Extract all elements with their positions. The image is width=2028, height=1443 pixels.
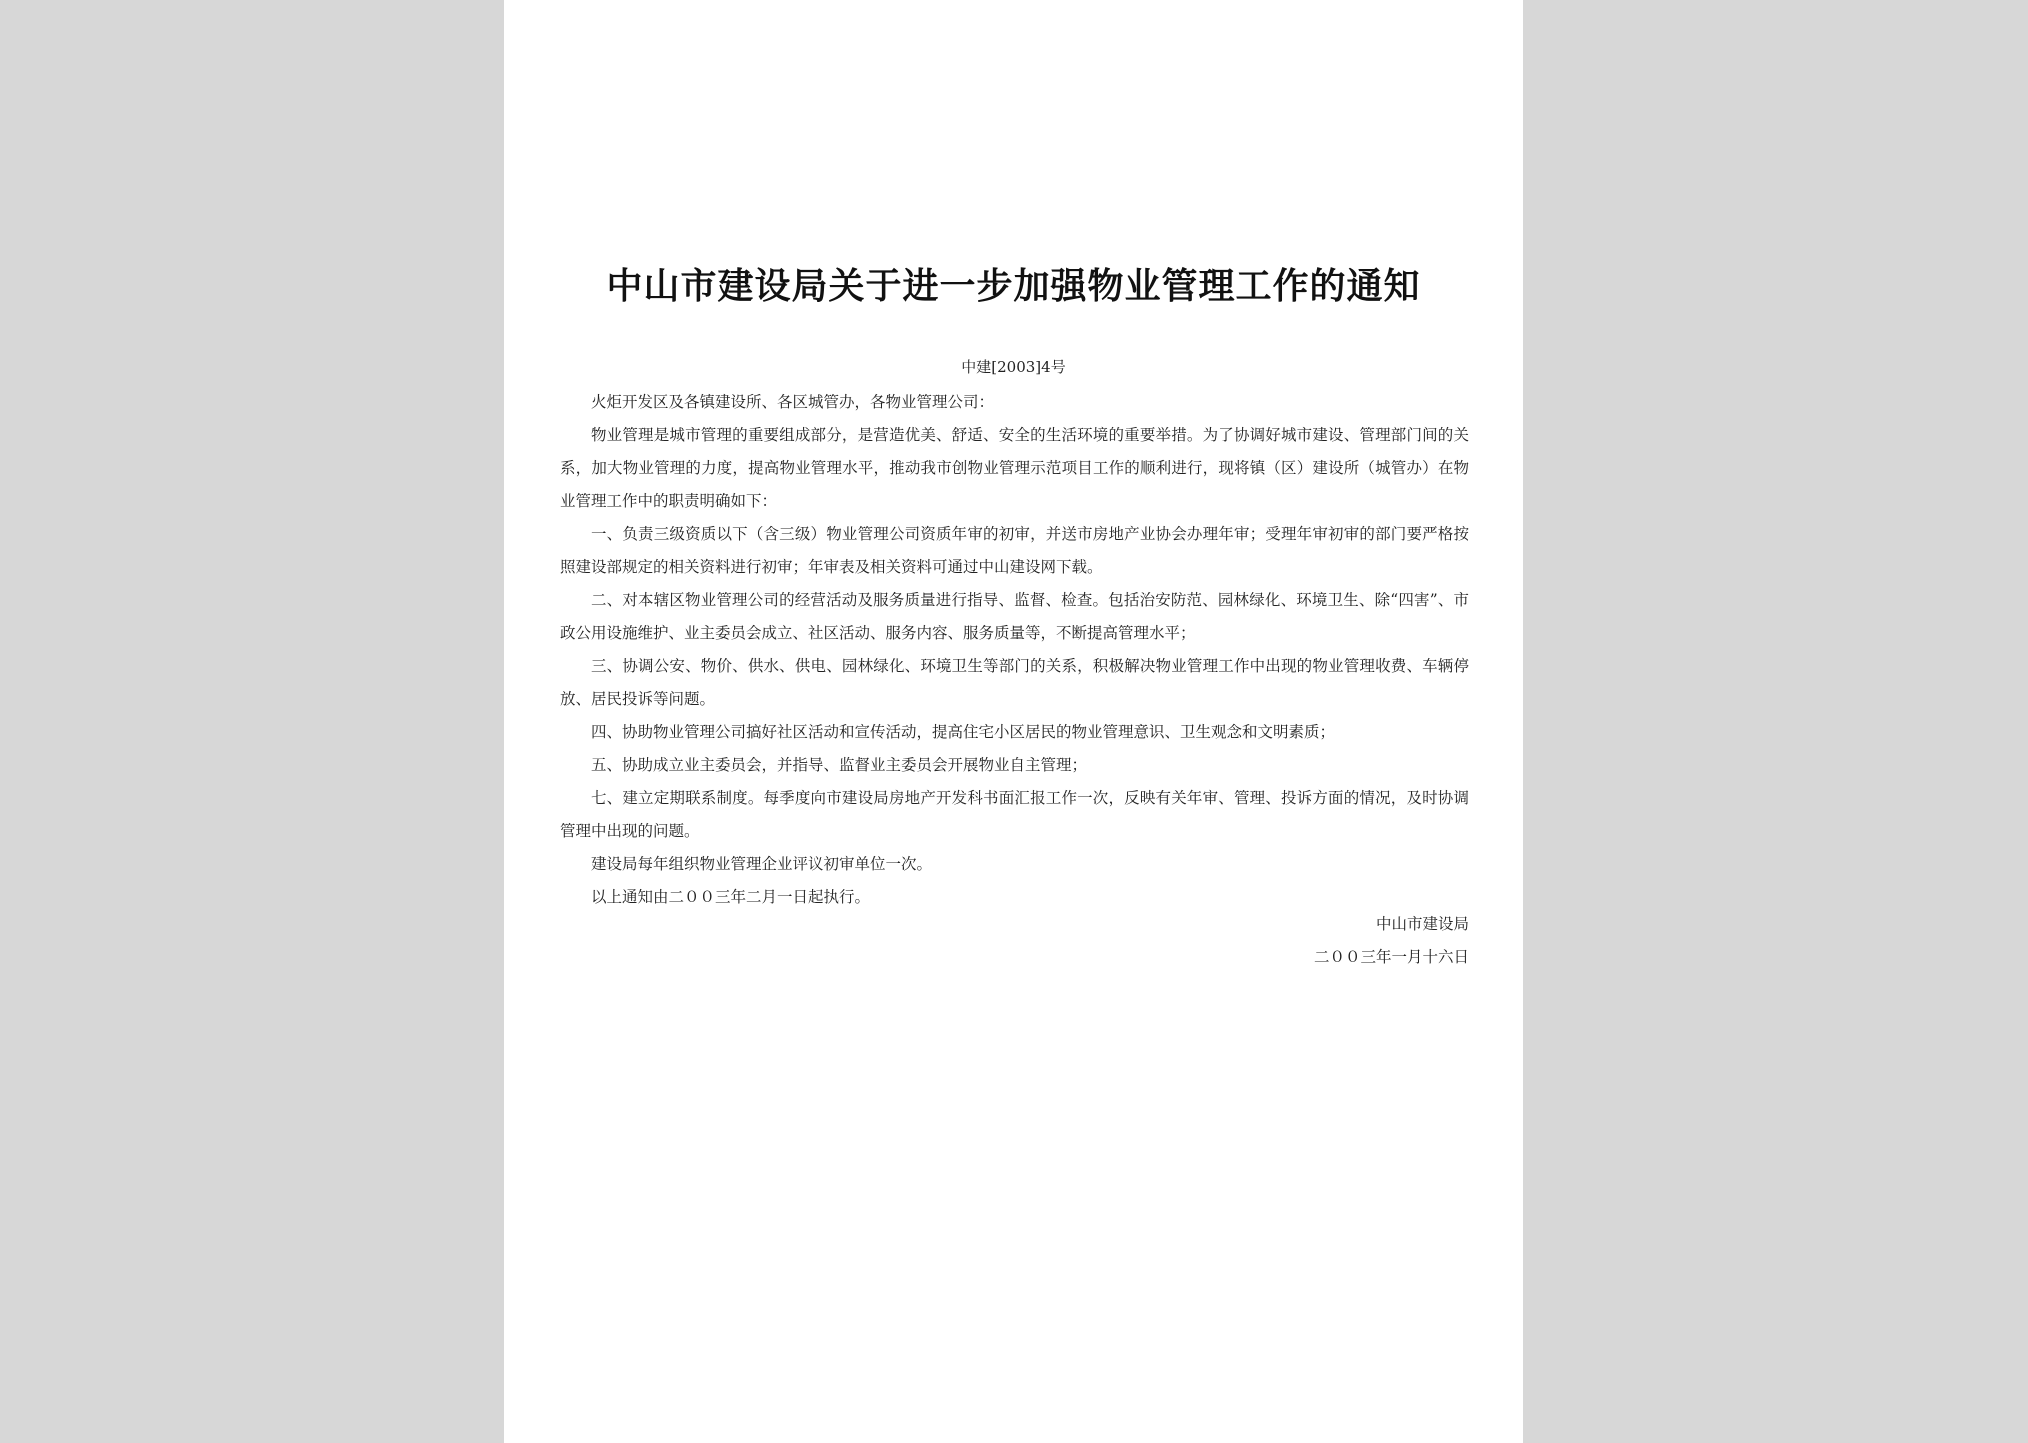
paragraph: 以上通知由二００三年二月一日起执行。 [591,888,871,906]
issue-date: 二００三年一月十六日 [1313,948,1469,966]
signature-block [560,908,1469,974]
document-title: 中山市建设局关于进一步加强物业管理工作的通知 [606,266,1421,307]
paragraph: 七、建立定期联系制度。每季度向市建设局房地产开发科书面汇报工作一次，反映有关年审、管理、投诉方面的情况，及时协调管理中出现的问题。 [560,789,1469,840]
paragraph: 四、协助物业管理公司搞好社区活动和宣传活动，提高住宅小区居民的物业管理意识、卫生观念和文明素质； [591,723,1336,741]
document-page [504,0,1523,1443]
paragraph: 二、对本辖区物业管理公司的经营活动及服务质量进行指导、监督、检查。包括治安防范、园林绿化、环境卫生、除“四害”、市政公用设施维护、业主委员会成立、社区活动、服务内容、服务质量等，不断提高管理水平； [560,591,1469,642]
paragraph: 物业管理是城市管理的重要组成部分，是营造优美、舒适、安全的生活环境的重要举措。为了协调好城市建设、管理部门间的关系，加大物业管理的力度，提高物业管理水平，推动我市创物业管理示范项目工作的顺利进行，现将镇（区）建设所（城管办）在物业管理工作中的职责明确如下： [560,426,1469,510]
document-number: 中建[2003]4号 [961,358,1066,376]
paragraph: 三、协调公安、物价、供水、供电、园林绿化、环境卫生等部门的关系，积极解决物业管理工作中出现的物业管理收费、车辆停放、居民投诉等问题。 [560,657,1469,708]
paragraph: 五、协助成立业主委员会，并指导、监督业主委员会开展物业自主管理； [591,756,1088,774]
document-body [560,386,1469,914]
recipients-line: 火炬开发区及各镇建设所、各区城管办，各物业管理公司： [591,393,995,411]
paragraph: 建设局每年组织物业管理企业评议初审单位一次。 [591,855,933,873]
issuer-name: 中山市建设局 [1375,915,1469,933]
paragraph: 一、负责三级资质以下（含三级）物业管理公司资质年审的初审，并送市房地产业协会办理年审；受理年审初审的部门要严格按照建设部规定的相关资料进行初审；年审表及相关资料可通过中山建设网下载。 [560,525,1469,576]
